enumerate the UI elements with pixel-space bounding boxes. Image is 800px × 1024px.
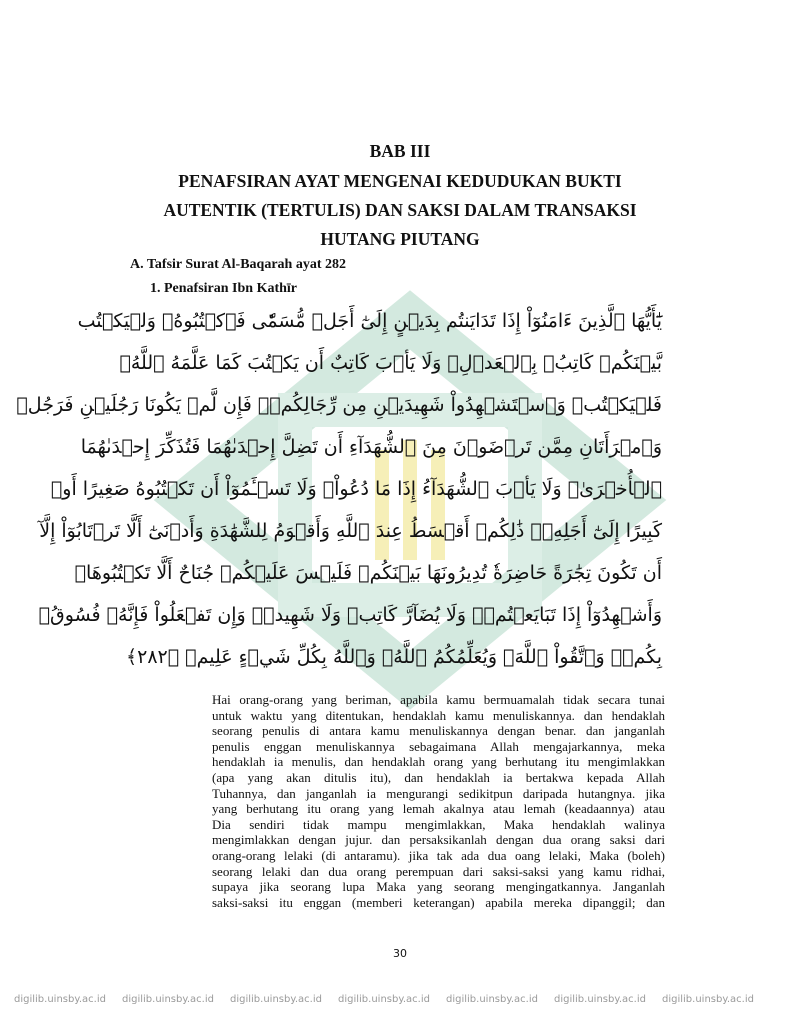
translation-line: saksi-saksi itu enggan (memberi keterangan) apabila mereka dipanggil; dan <box>212 894 665 910</box>
footer-link[interactable]: digilib.uinsby.ac.id <box>554 994 646 1005</box>
chapter-title-line: AUTENTIK (TERTULIS) DAN SAKSI DALAM TRANSAKSI <box>163 200 637 220</box>
translation-line: hendaklah ia menulis, dan hendaklah orang yang berhutang itu mengimlakkan <box>212 754 665 770</box>
translation-line: (apa yang akan ditulis itu), dan hendaklah ia bertakwa kepada Allah <box>212 769 665 785</box>
arabic-line: ٱلۡأُخۡرَىٰۚ وَلَا يَأۡبَ ٱلشُّهَدَآءُ إِذَا مَا دُعُواْۚ وَلَا تَسۡـَٔمُوٓاْ أَن تَكۡتُبُوهُ صَغِيرًا أَوۡ <box>50 478 662 500</box>
arabic-line: بِكُمۡۗ وَٱتَّقُواْ ٱللَّهَۖ وَيُعَلِّمُكُمُ ٱللَّهُۗ وَٱللَّهُ بِكُلِّ شَيۡءٍ عَلِيمٞ ﴿٢٨٢﴾ <box>125 646 662 668</box>
arabic-line: كَبِيرًا إِلَىٰٓ أَجَلِهِۦۚ ذَٰلِكُمۡ أَقۡسَطُ عِندَ ٱللَّهِ وَأَقۡوَمُ لِلشَّهَٰدَةِ وَأَدۡنَىٰٓ أَلَّا تَرۡتَابُوٓاْ إِلَّآ <box>39 520 662 542</box>
translation-line: orang-orang lelaki (di antaramu). jika tak ada dua oang lelaki, Maka (boleh) <box>212 847 665 863</box>
footer-link[interactable]: digilib.uinsby.ac.id <box>122 994 214 1005</box>
footer-link[interactable]: digilib.uinsby.ac.id <box>14 994 106 1005</box>
footer-link[interactable]: digilib.uinsby.ac.id <box>662 994 754 1005</box>
arabic-line: أَن تَكُونَ تِجَٰرَةً حَاضِرَةٗ تُدِيرُونَهَا بَيۡنَكُمۡ فَلَيۡسَ عَلَيۡكُمۡ جُنَاحٌ أَلَّا تَكۡتُبُوهَاۗ <box>74 562 662 584</box>
footer-watermark <box>14 994 754 1005</box>
chapter-title-line: PENAFSIRAN AYAT MENGENAI KEDUDUKAN BUKTI <box>178 171 622 191</box>
translation-line: supaya jika seorang lupa Maka yang seorang mengingatkannya. Janganlah <box>212 879 665 895</box>
translation-line: seorang penulis di antara kamu menuliskannya dengan benar. dan janganlah <box>212 723 665 739</box>
arabic-line: يَٰٓأَيُّهَا ٱلَّذِينَ ءَامَنُوٓاْ إِذَا تَدَايَنتُم بِدَيۡنٍ إِلَىٰٓ أَجَلٖ مُّسَمّٗى فَٱكۡتُبُوهُۚ وَلۡيَكۡتُب <box>77 310 662 332</box>
page-number: 30 <box>393 947 407 960</box>
verse-translation <box>212 692 665 910</box>
chapter-label: BAB III <box>369 141 431 161</box>
arabic-line: فَلۡيَكۡتُبۡ وَٱسۡتَشۡهِدُواْ شَهِيدَيۡنِ مِن رِّجَالِكُمۡۖ فَإِن لَّمۡ يَكُونَا رَجُلَيۡنِ فَرَجُلٞ <box>16 394 662 416</box>
translation-line: seorang lelaki dan dua orang perempuan dari saksi-saksi yang kamu ridhai, <box>212 863 665 879</box>
translation-line: penulis enggan menuliskannya sebagaimana Allah mengajarkannya, meka <box>212 738 665 754</box>
translation-line: Tuhannya, dan janganlah ia mengurangi sedikitpun daripada hutangnya. jika <box>212 785 665 801</box>
footer-link[interactable]: digilib.uinsby.ac.id <box>230 994 322 1005</box>
section-heading: A. Tafsir Surat Al-Baqarah ayat 282 <box>130 257 346 272</box>
footer-link[interactable]: digilib.uinsby.ac.id <box>446 994 538 1005</box>
arabic-line: وَٱمۡرَأَتَانِ مِمَّن تَرۡضَوۡنَ مِنَ ٱلشُّهَدَآءِ أَن تَضِلَّ إِحۡدَىٰهُمَا فَتُذَكِّرَ إِحۡدَىٰهُمَا <box>80 436 662 458</box>
translation-line: untuk waktu yang ditentukan, hendaklah kamu menuliskannya. dan hendaklah <box>212 707 665 723</box>
translation-line: Hai orang-orang yang beriman, apabila kamu bermuamalah tidak secara tunai <box>212 692 665 707</box>
arabic-line: وَأَشۡهِدُوٓاْ إِذَا تَبَايَعۡتُمۡۚ وَلَا يُضَآرَّ كَاتِبٞ وَلَا شَهِيدٞۚ وَإِن تَفۡعَلُواْ فَإِنَّهُۥ فُسُوقُۢ <box>38 604 662 626</box>
arabic-line: بَّيۡنَكُمۡ كَاتِبُۢ بِٱلۡعَدۡلِۚ وَلَا يَأۡبَ كَاتِبٌ أَن يَكۡتُبَ كَمَا عَلَّمَهُ ٱللَّهُۚ <box>119 352 662 374</box>
footer-link[interactable]: digilib.uinsby.ac.id <box>338 994 430 1005</box>
chapter-title-line: HUTANG PIUTANG <box>320 229 480 249</box>
translation-line: yang berhutang itu orang yang lemah akalnya atau lemah (keadaannya) atau <box>212 801 665 817</box>
translation-line: mengimlakkan dengan jujur. dan persaksikanlah dengan dua orang saksi dari <box>212 832 665 848</box>
subsection-heading: 1. Penafsiran Ibn Kathīr <box>150 281 298 296</box>
quran-verse-arabic <box>16 300 662 678</box>
translation-line: Dia sendiri tidak mampu mengimlakkan, Maka hendaklah walinya <box>212 816 665 832</box>
